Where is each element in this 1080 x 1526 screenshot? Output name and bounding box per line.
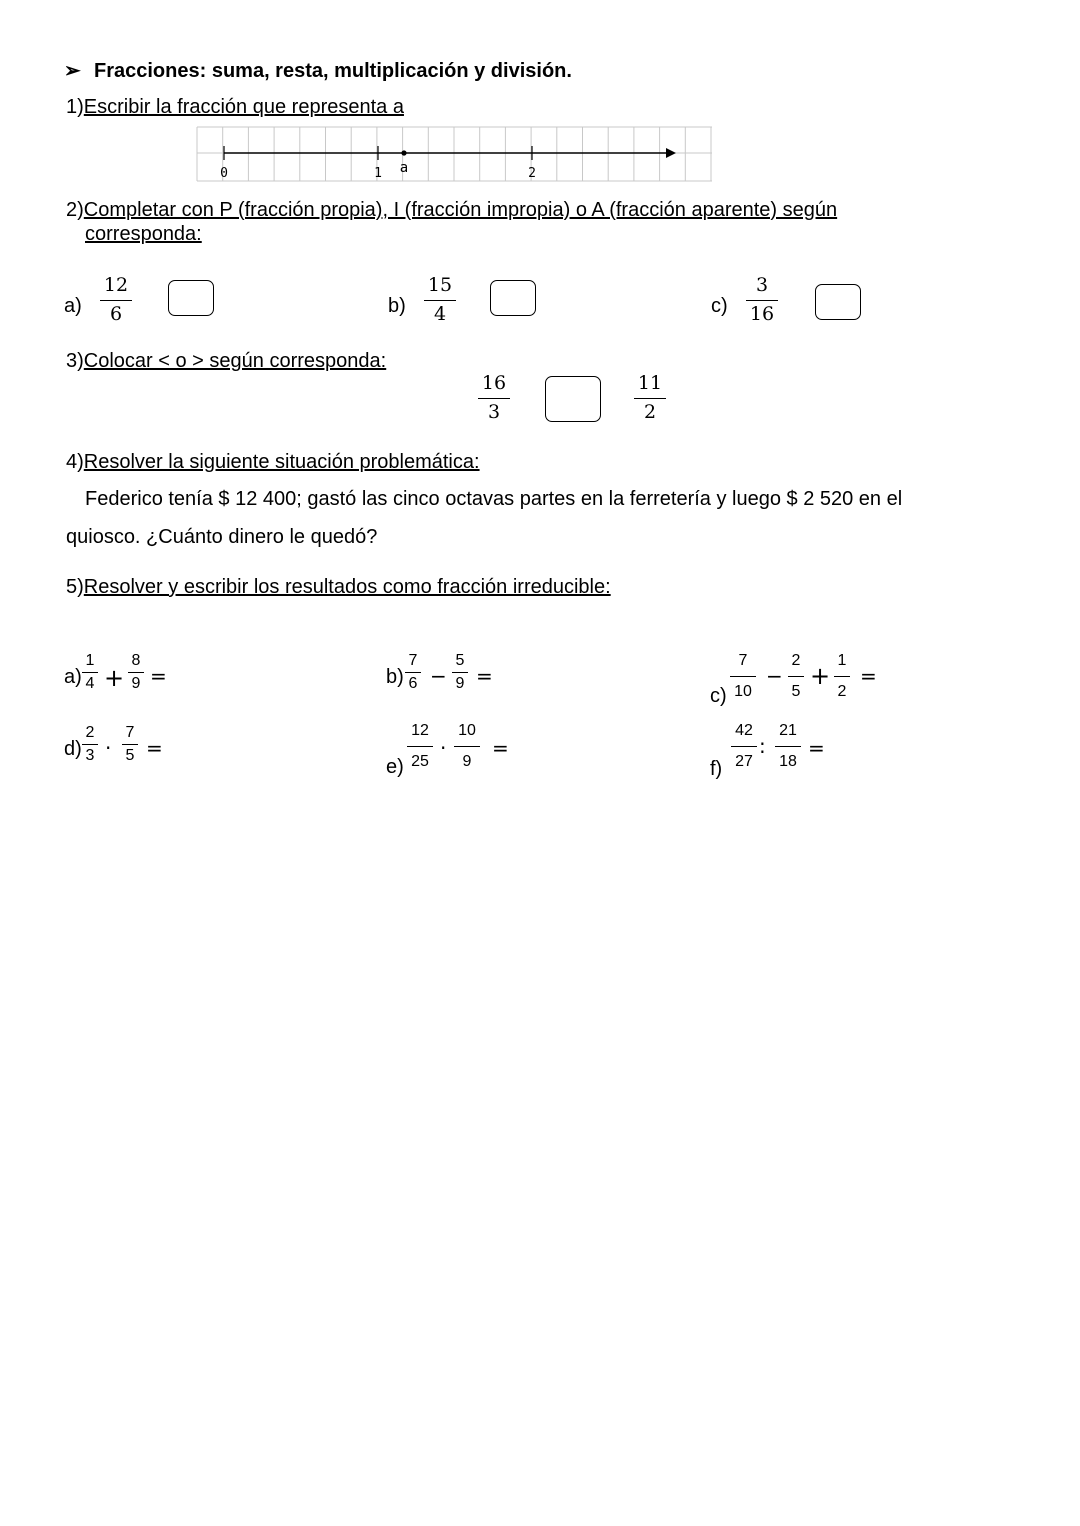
fraction-1-4: 1 4: [82, 652, 98, 694]
tick-label-2: 2: [528, 166, 536, 181]
arrow-bullet-icon: ➢: [64, 60, 81, 82]
fraction-1-2: 1 2: [834, 652, 850, 702]
equals-sign: =: [146, 736, 163, 760]
equals-sign: =: [860, 664, 877, 688]
fraction-12-6: 12 6: [100, 275, 132, 326]
fraction-10-9: 10 9: [454, 722, 480, 772]
equals-sign: =: [808, 736, 825, 760]
number-line-grid: [196, 126, 714, 184]
question-text-line1: Completar con P (fracción propia), I (fracción impropia) o A (fracción aparente) según: [83, 199, 838, 221]
fraction-42-27: 42 27: [731, 722, 757, 772]
question-number: 3): [66, 350, 84, 372]
fraction-2-3: 2 3: [82, 724, 98, 766]
item-label-b: b): [388, 295, 406, 317]
question-text: Colocar < o > según corresponda:: [83, 350, 387, 372]
arrow-head-icon: [666, 148, 676, 158]
section-title-text: Fracciones: suma, resta, multiplicación y división.: [94, 60, 572, 82]
fraction-7-5: 7 5: [122, 724, 138, 766]
question-2: [66, 198, 837, 246]
operator-divide: :: [759, 734, 766, 758]
operator-times: ·: [105, 736, 112, 760]
problem-line-1: Federico tenía $ 12 400; gastó las cinco octavas partes en la ferretería y luego $ 2 520 en el: [85, 488, 903, 510]
question-5: [66, 576, 611, 599]
exercise-label-e: e): [386, 756, 404, 778]
exercise-label-c: c): [710, 685, 727, 707]
fraction-8-9: 8 9: [128, 652, 144, 694]
question-number: 5): [66, 576, 84, 598]
operator-plus: +: [104, 664, 125, 692]
operator-times: ·: [440, 736, 447, 760]
question-number: 2): [66, 199, 84, 221]
fraction-5-9: 5 9: [452, 652, 468, 694]
exercise-label-f: f): [710, 758, 723, 780]
fraction-21-18: 21 18: [775, 722, 801, 772]
exercise-label-d: d): [64, 738, 82, 760]
point-a: [401, 150, 406, 155]
fraction-7-6: 7 6: [405, 652, 421, 694]
answer-box-a[interactable]: [168, 280, 214, 316]
fraction-12-25: 12 25: [407, 722, 433, 772]
equals-sign: =: [150, 664, 167, 688]
exercise-label-a: a): [64, 666, 82, 688]
fraction-2-5: 2 5: [788, 652, 804, 702]
tick-label-1: 1: [374, 166, 382, 181]
operator-plus: +: [810, 662, 831, 690]
question-text: Resolver y escribir los resultados como fracción irreducible:: [83, 576, 611, 598]
fraction-16-3: 16 3: [478, 373, 510, 424]
answer-box-c[interactable]: [815, 284, 861, 320]
equals-sign: =: [476, 664, 493, 688]
question-text: Resolver la siguiente situación problemática:: [83, 451, 480, 473]
question-number: 1): [66, 96, 84, 118]
operator-minus: −: [766, 664, 783, 688]
equals-sign: =: [492, 736, 509, 760]
tick-label-0: 0: [220, 166, 228, 181]
item-label-c: c): [711, 295, 728, 317]
section-title: [64, 58, 572, 83]
operator-minus: −: [430, 664, 447, 688]
answer-box-b[interactable]: [490, 280, 536, 316]
question-4: [66, 451, 480, 474]
question-number: 4): [66, 451, 84, 473]
question-text: Escribir la fracción que representa a: [83, 96, 404, 118]
exercise-label-b: b): [386, 666, 404, 688]
fraction-11-2: 11 2: [634, 373, 666, 424]
question-3: [66, 350, 386, 373]
fraction-7-10: 7 10: [730, 652, 756, 702]
fraction-3-16: 3 16: [746, 275, 778, 326]
question-text-line2: corresponda:: [85, 223, 202, 245]
compare-box[interactable]: [545, 376, 601, 422]
problem-line-2: quiosco. ¿Cuánto dinero le quedó?: [66, 526, 378, 548]
question-1: [66, 96, 404, 119]
item-label-a: a): [64, 295, 82, 317]
fraction-15-4: 15 4: [424, 275, 456, 326]
point-label-a: a: [399, 160, 409, 176]
